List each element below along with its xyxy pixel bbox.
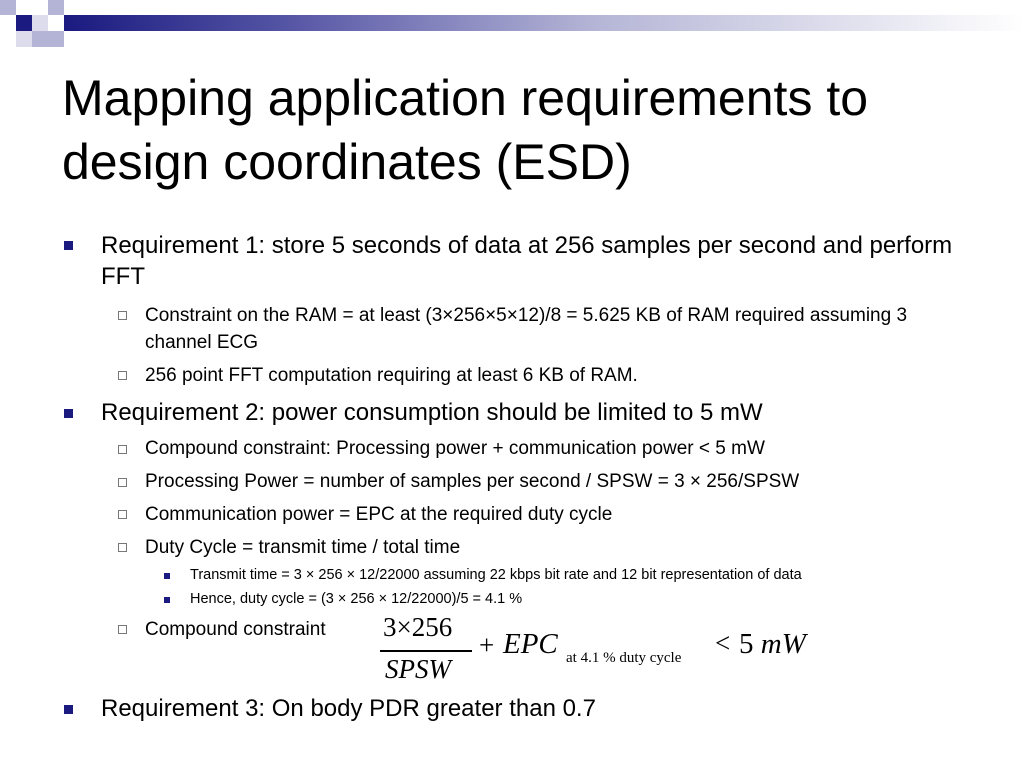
decor-square (16, 15, 32, 31)
header-gradient-bar (64, 15, 1024, 31)
decor-square (48, 31, 64, 47)
sub-bullet-marker (118, 478, 127, 487)
decor-square (48, 0, 64, 15)
compound-constraint-formula (375, 612, 845, 692)
fraction-line (380, 650, 472, 652)
bullet-requirement-3: Requirement 3: On body PDR greater than 0.7 (101, 695, 596, 722)
formula-denominator: SPSW (385, 654, 451, 684)
formula-numerator: 3×256 (383, 612, 453, 642)
formula-plus: + (479, 630, 495, 660)
header-decoration (0, 0, 1024, 60)
bullet-requirement-2: Requirement 2: power consumption should be limited to 5 mW (101, 399, 763, 426)
formula-rhs-unit: mW (760, 628, 806, 660)
decor-square (32, 31, 48, 47)
sub-sub-bullet-marker (164, 597, 170, 603)
sub-bullet-marker (118, 510, 127, 519)
formula-subscript: at 4.1 % duty cycle (566, 650, 682, 666)
sub-bullet-duty-cycle: Duty Cycle = transmit time / total time (145, 537, 461, 558)
sub-bullet-marker (118, 543, 127, 552)
bullet-marker (64, 705, 73, 714)
sub-bullet-marker (118, 445, 127, 454)
sub-bullet-compound-constraint-formula: Compound constraint (145, 619, 326, 640)
formula-epc: EPC (503, 628, 558, 660)
formula-rhs (739, 628, 806, 661)
bullet-marker (64, 241, 73, 250)
formula-less-than: < (715, 628, 731, 658)
sub-bullet-communication-power: Communication power = EPC at the required duty cycle (145, 504, 613, 525)
decor-square (16, 31, 32, 47)
sub-bullet-ram-constraint: Constraint on the RAM = at least (3×256×5×12)/8 = 5.625 KB of RAM required assuming 3 channel ECG (145, 305, 908, 353)
slide-title: Mapping application requirements to design coordinates (ESD) (62, 70, 869, 190)
bullet-requirement-1: Requirement 1: store 5 seconds of data at 256 samples per second and perform FFT (101, 232, 953, 290)
sub-bullet-marker (118, 625, 127, 634)
sub-bullet-compound-constraint: Compound constraint: Processing power + communication power < 5 mW (145, 438, 765, 459)
formula-rhs-value: 5 (739, 628, 754, 660)
decor-square (0, 0, 16, 15)
decor-square (32, 15, 48, 31)
sub-sub-bullet-marker (164, 573, 170, 579)
bullet-marker (64, 409, 73, 418)
sub-bullet-marker (118, 311, 127, 320)
sub-bullet-fft-ram: 256 point FFT computation requiring at least 6 KB of RAM. (145, 365, 638, 386)
sub-bullet-processing-power: Processing Power = number of samples per second / SPSW = 3 × 256/SPSW (145, 471, 800, 492)
sub-bullet-marker (118, 371, 127, 380)
sub-sub-bullet-duty-cycle-value: Hence, duty cycle = (3 × 256 × 12/22000)/5 = 4.1 % (190, 591, 523, 607)
sub-sub-bullet-transmit-time: Transmit time = 3 × 256 × 12/22000 assuming 22 kbps bit rate and 12 bit representation of data (190, 567, 802, 583)
